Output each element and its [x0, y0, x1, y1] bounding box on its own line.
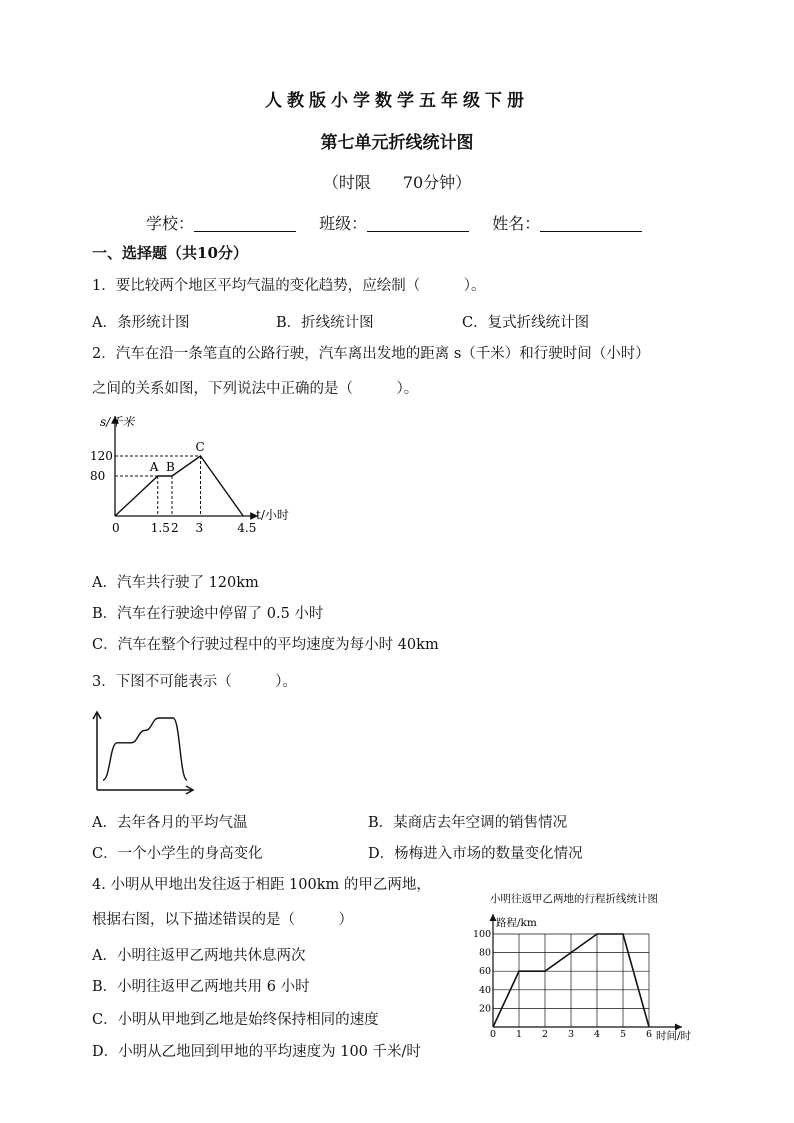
time-limit: （时限 70分钟） — [322, 173, 472, 192]
q3-option-a: A．去年各月的平均气温 — [92, 815, 248, 831]
y-tick-label: 80 — [90, 469, 106, 483]
q2-stem-line1: 2．汽车在沿一条笔直的公路行驶，汽车离出发地的距离 s（千米）和行驶时间（小时） — [92, 346, 650, 362]
q3-stem: 3．下图不可能表示（ ）。 — [92, 674, 297, 690]
q2-option-c: C．汽车在整个行驶过程中的平均速度为每小时 40km — [92, 637, 439, 653]
q1-option-a: A．条形统计图 — [92, 315, 190, 331]
point-label-b: B — [166, 460, 175, 474]
school-label: 学校： — [146, 214, 195, 233]
y-tick-label: 120 — [90, 449, 113, 463]
distance-time-chart — [90, 408, 310, 534]
y-axis-label: 路程/km — [496, 917, 537, 929]
section-title: 一、选择题（共10分） — [92, 244, 248, 262]
name-label: 姓名： — [492, 214, 541, 233]
class-field[interactable] — [367, 215, 469, 232]
q4-option-b: B．小明往返甲乙两地共用 6 小时 — [92, 979, 310, 995]
q2-option-a: A．汽车共行驶了 120km — [92, 575, 259, 591]
chart-title: 小明往返甲乙两地的行程折线统计图 — [490, 893, 658, 905]
q3-option-c: C．一个小学生的身高变化 — [92, 846, 263, 862]
x-tick-label: 4 — [594, 1029, 601, 1040]
x-tick-label: 3 — [195, 521, 204, 534]
y-tick-label: 100 — [473, 929, 492, 940]
q4-option-d: D．小明从乙地回到甲地的平均速度为 100 千米/时 — [92, 1044, 421, 1060]
x-tick-label: 2 — [542, 1029, 549, 1040]
q4-option-a: A．小明往返甲乙两地共休息两次 — [92, 948, 306, 964]
x-tick-label: 4.5 — [237, 521, 257, 534]
x-tick-label: 1.5 — [150, 521, 170, 534]
name-field[interactable] — [540, 215, 642, 232]
x-axis-label: t/小时 — [256, 508, 289, 522]
q3-option-b: B．某商店去年空调的销售情况 — [368, 815, 568, 831]
q4-stem-line1: 4. 小明从甲地出发往返于相距 100km 的甲乙两地， — [92, 877, 431, 893]
page-title: 人教版小学数学五年级下册 — [265, 91, 529, 111]
x-tick-label: 3 — [568, 1029, 575, 1040]
point-label-a: A — [149, 460, 159, 474]
x-axis-label: 时间/时 — [656, 1030, 692, 1042]
point-label-c: C — [195, 440, 205, 454]
series-line — [115, 456, 243, 516]
q1-stem: 1．要比较两个地区平均气温的变化趋势，应绘制（ ）。 — [92, 278, 486, 294]
x-tick-label: 1 — [516, 1029, 523, 1040]
y-tick-label: 20 — [479, 1003, 492, 1015]
q4-stem-line2: 根据右图，以下描述错误的是（ ） — [92, 912, 353, 928]
student-info — [146, 211, 660, 234]
x-tick-label: 2 — [171, 521, 179, 534]
unit-title: 第七单元折线统计图 — [320, 133, 474, 153]
trip-line-chart — [470, 888, 700, 1048]
q4-option-c: C．小明从甲地到乙地是始终保持相同的速度 — [92, 1012, 379, 1028]
sketch-curve-chart — [88, 710, 200, 796]
q2-stem-line2: 之间的关系如图，下列说法中正确的是（ ）。 — [92, 381, 419, 397]
x-tick-label: 6 — [646, 1029, 653, 1040]
x-tick-label: 0 — [490, 1029, 497, 1040]
q2-option-b: B．汽车在行驶途中停留了 0.5 小时 — [92, 606, 324, 622]
q3-option-d: D．杨梅进入市场的数量变化情况 — [368, 846, 583, 862]
q1-option-b: B．折线统计图 — [276, 315, 374, 331]
y-tick-label: 80 — [479, 947, 492, 959]
y-tick-label: 60 — [479, 966, 492, 978]
class-label: 班级： — [319, 214, 368, 233]
x-tick-label: 5 — [620, 1029, 627, 1040]
y-tick-label: 40 — [479, 984, 492, 996]
x-tick-label: 0 — [112, 521, 120, 534]
series-curve — [103, 718, 187, 780]
school-field[interactable] — [194, 215, 296, 232]
q1-option-c: C．复式折线统计图 — [462, 315, 590, 331]
y-axis-label: s/千米 — [100, 415, 135, 429]
